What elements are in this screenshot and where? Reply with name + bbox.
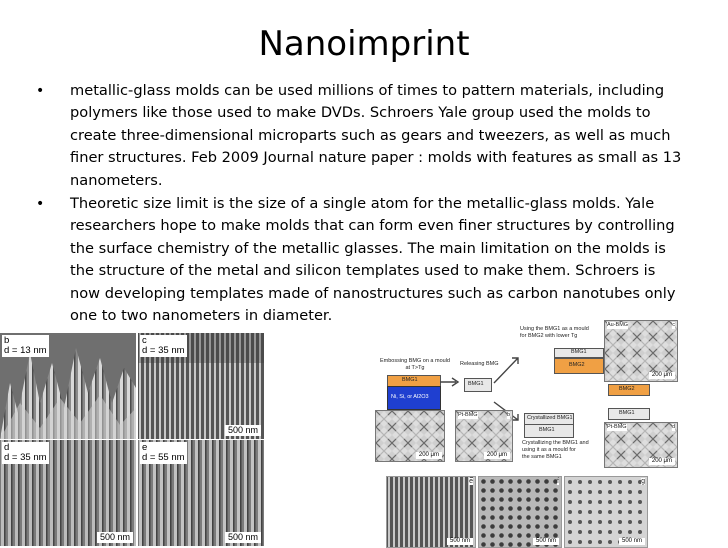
sem-panel-c2 [604,320,678,382]
slide-title: Nanoimprint [258,24,470,64]
bmg1-copy [524,424,574,438]
bmg1-label: BMG1 [468,381,484,387]
sem-panel-f2 [478,476,562,548]
process-figure [372,318,728,468]
bullet-item [36,80,686,192]
scale-bar: 200 μm [484,452,510,459]
scale-bar: 200 μm [416,452,442,459]
scale-bar: 500 nm [225,532,261,543]
sem-panel-d2 [604,422,678,468]
panel-letter: d [671,424,675,430]
scale-bar: 500 nm [447,538,473,545]
panel-letter: e [469,478,473,485]
bullet-marker: • [36,196,45,213]
panel-letter: f [557,478,559,485]
sem-panel-e [138,440,264,546]
step-crystallize: Crystallizing the BMG1 and using it as a mould for the same BMG1 [522,440,589,460]
bmg1-label: BMG1 [571,349,587,355]
template-label: Ni, Si, or Al2O3 [391,394,429,400]
bullet-text: metallic-glass molds can be used millions of times to pattern materials, including polymers like those used to make DVDs. Schroers Yale group used the molds to create three-dimensional microparts such as gears and tweezers, as well as much finer structures. Feb 2009 Journal nature paper : molds with features as small as 13 nanometers. [70,82,682,189]
step-emboss: Embossing BMG on a mould at T>Tg [379,358,450,371]
scale-bar: 500 nm [533,538,559,545]
scale-bar: 500 nm [225,425,261,436]
bullet-list [36,80,686,328]
bullet-marker: • [36,83,45,99]
step-mould: Using the BMG1 as a mould for BMG2 with lower Tg [520,326,589,339]
sem-panel-b [0,333,136,439]
bmg1-result [608,408,650,420]
sem-panel-c [138,333,264,439]
panel-letter: c [672,322,675,328]
scale-bar: 500 nm [97,532,133,543]
panel-label: c d = 35 nm [142,335,185,356]
bmg1-mould [554,348,604,358]
panel-letter: g [641,478,645,485]
panel-label: Au-BMG [607,322,629,328]
arrow-icon [440,376,462,388]
arrow-icon [492,348,522,398]
scale-bar: 500 nm [619,538,645,545]
bullet-item [36,193,686,327]
sem-image [565,477,647,547]
bmg1-label: BMG1 [539,427,555,433]
crystallized-label: Crystallized BMG1 [527,415,573,421]
sem-panel-pt-bmg [375,410,445,462]
template-block [387,386,441,410]
panel-label: Pt-BMG [458,412,478,418]
scale-bar: 200 μm [649,372,675,379]
panel-label: d d = 35 nm [4,442,47,463]
panel-letter: b [506,412,510,418]
bmg2-label: BMG2 [569,362,585,368]
bmg2-result [608,384,650,396]
sem-panel-g2 [564,476,648,548]
bmg2-label: BMG2 [619,386,635,392]
step-release: Releasing BMG [460,361,499,367]
panel-label: Pt-BMG [607,424,627,430]
bullet-text: Theoretic size limit is the size of a single atom for the metallic-glass molds. Yale researchers hope to make molds that can form even finer structures by controlling the surface chemistry of the metallic glasses. The main limitation on the molds is the structure of the metal and silicon templates used to make them. Schroers is now developing templates made of nanostructures such as carbon nanotubes only one to two nanometers in diameter. [70,195,676,325]
sem-image [387,477,475,547]
bmg1-label: BMG1 [619,410,635,416]
sem-image [479,477,561,547]
released-bmg1 [464,378,492,392]
scale-bar: 200 μm [649,458,675,465]
sem-panel-e2 [386,476,476,548]
bmg2-block [554,358,604,374]
sem-panel-b2 [455,410,513,462]
bmg1-label: BMG1 [402,377,418,383]
panel-label: e d = 55 nm [142,442,185,463]
sem-panel-d [0,440,136,546]
panel-label: b d = 13 nm [4,335,47,356]
